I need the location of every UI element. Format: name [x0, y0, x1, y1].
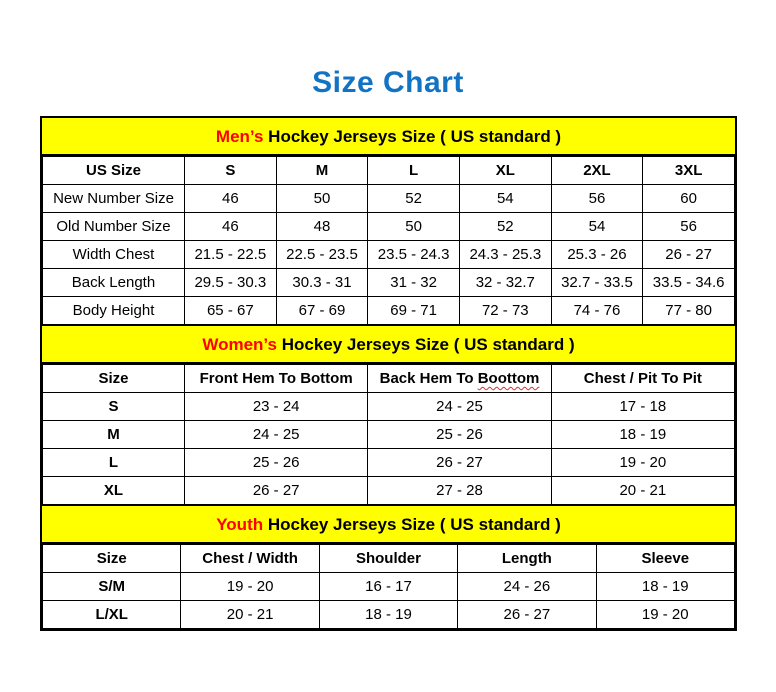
misspelled-word: Boottom [477, 370, 540, 387]
column-header: XL [459, 157, 551, 185]
row-label-cell: L [43, 449, 185, 477]
data-cell: 19 - 20 [596, 601, 734, 629]
band-highlight-youth: Youth [216, 515, 264, 534]
table-row [43, 269, 735, 297]
data-cell: 27 - 28 [368, 477, 551, 505]
band-highlight-mens: Men’s [215, 127, 264, 146]
band-text-mens: Hockey Jerseys Size ( US standard ) [263, 127, 562, 146]
youth-header-row [43, 545, 735, 573]
data-cell: 25.3 - 26 [551, 241, 643, 269]
womens-header-row [43, 365, 735, 393]
table-row [43, 449, 735, 477]
column-header: Size [43, 365, 185, 393]
data-cell: 56 [643, 213, 735, 241]
data-cell: 67 - 69 [276, 297, 368, 325]
band-text-womens: Hockey Jerseys Size ( US standard ) [276, 335, 575, 354]
section-band-womens [42, 325, 735, 364]
data-cell: 16 - 17 [319, 573, 457, 601]
data-cell: 48 [276, 213, 368, 241]
data-cell: 30.3 - 31 [276, 269, 368, 297]
data-cell: 60 [643, 185, 735, 213]
data-cell: 24 - 26 [458, 573, 596, 601]
data-cell: 25 - 26 [185, 449, 368, 477]
mens-header-row [43, 157, 735, 185]
data-cell: 69 - 71 [368, 297, 460, 325]
data-cell: 26 - 27 [185, 477, 368, 505]
data-cell: 50 [276, 185, 368, 213]
data-cell: 17 - 18 [551, 393, 734, 421]
data-cell: 20 - 21 [181, 601, 319, 629]
size-chart [40, 116, 737, 631]
table-row [43, 241, 735, 269]
data-cell: 18 - 19 [596, 573, 734, 601]
column-header: Chest / Pit To Pit [551, 365, 734, 393]
table-row [43, 573, 735, 601]
data-cell: 52 [368, 185, 460, 213]
data-cell: 29.5 - 30.3 [185, 269, 277, 297]
table-row [43, 297, 735, 325]
data-cell: 23 - 24 [185, 393, 368, 421]
data-cell: 19 - 20 [551, 449, 734, 477]
data-cell: 26 - 27 [643, 241, 735, 269]
row-label-cell: L/XL [43, 601, 181, 629]
data-cell: 46 [185, 213, 277, 241]
column-header: US Size [43, 157, 185, 185]
row-label-cell: Old Number Size [43, 213, 185, 241]
table-row [43, 393, 735, 421]
section-band-youth [42, 505, 735, 544]
data-cell: 77 - 80 [643, 297, 735, 325]
youth-size-table [42, 544, 735, 629]
data-cell: 32 - 32.7 [459, 269, 551, 297]
table-row [43, 477, 735, 505]
table-row [43, 185, 735, 213]
data-cell: 72 - 73 [459, 297, 551, 325]
column-header: 3XL [643, 157, 735, 185]
data-cell: 18 - 19 [319, 601, 457, 629]
data-cell: 50 [368, 213, 460, 241]
womens-size-table [42, 364, 735, 505]
data-cell: 26 - 27 [458, 601, 596, 629]
row-label-cell: XL [43, 477, 185, 505]
table-row [43, 213, 735, 241]
data-cell: 54 [459, 185, 551, 213]
data-cell: 52 [459, 213, 551, 241]
mens-size-table [42, 156, 735, 325]
row-label-cell: S/M [43, 573, 181, 601]
section-band-mens [42, 118, 735, 156]
column-header: Size [43, 545, 181, 573]
data-cell: 23.5 - 24.3 [368, 241, 460, 269]
band-highlight-womens: Women’s [202, 335, 277, 354]
column-header: 2XL [551, 157, 643, 185]
row-label-cell: M [43, 421, 185, 449]
column-header: S [185, 157, 277, 185]
data-cell: 19 - 20 [181, 573, 319, 601]
data-cell: 74 - 76 [551, 297, 643, 325]
row-label-cell: S [43, 393, 185, 421]
data-cell: 21.5 - 22.5 [185, 241, 277, 269]
column-header-text: Back Hem To [379, 370, 478, 387]
band-text-youth: Hockey Jerseys Size ( US standard ) [263, 515, 561, 534]
table-row [43, 421, 735, 449]
column-header: L [368, 157, 460, 185]
data-cell: 32.7 - 33.5 [551, 269, 643, 297]
row-label-cell: New Number Size [43, 185, 185, 213]
column-header: M [276, 157, 368, 185]
data-cell: 24 - 25 [185, 421, 368, 449]
data-cell: 25 - 26 [368, 421, 551, 449]
row-label-cell: Width Chest [43, 241, 185, 269]
data-cell: 24.3 - 25.3 [459, 241, 551, 269]
column-header: Shoulder [319, 545, 457, 573]
page-title: Size Chart [312, 66, 464, 99]
data-cell: 26 - 27 [368, 449, 551, 477]
data-cell: 65 - 67 [185, 297, 277, 325]
data-cell: 20 - 21 [551, 477, 734, 505]
data-cell: 33.5 - 34.6 [643, 269, 735, 297]
data-cell: 22.5 - 23.5 [276, 241, 368, 269]
table-row [43, 601, 735, 629]
column-header: Front Hem To Bottom [185, 365, 368, 393]
data-cell: 46 [185, 185, 277, 213]
column-header [368, 365, 551, 393]
row-label-cell: Body Height [43, 297, 185, 325]
column-header: Length [458, 545, 596, 573]
row-label-cell: Back Length [43, 269, 185, 297]
data-cell: 56 [551, 185, 643, 213]
data-cell: 31 - 32 [368, 269, 460, 297]
data-cell: 18 - 19 [551, 421, 734, 449]
data-cell: 54 [551, 213, 643, 241]
column-header: Chest / Width [181, 545, 319, 573]
data-cell: 24 - 25 [368, 393, 551, 421]
column-header: Sleeve [596, 545, 734, 573]
